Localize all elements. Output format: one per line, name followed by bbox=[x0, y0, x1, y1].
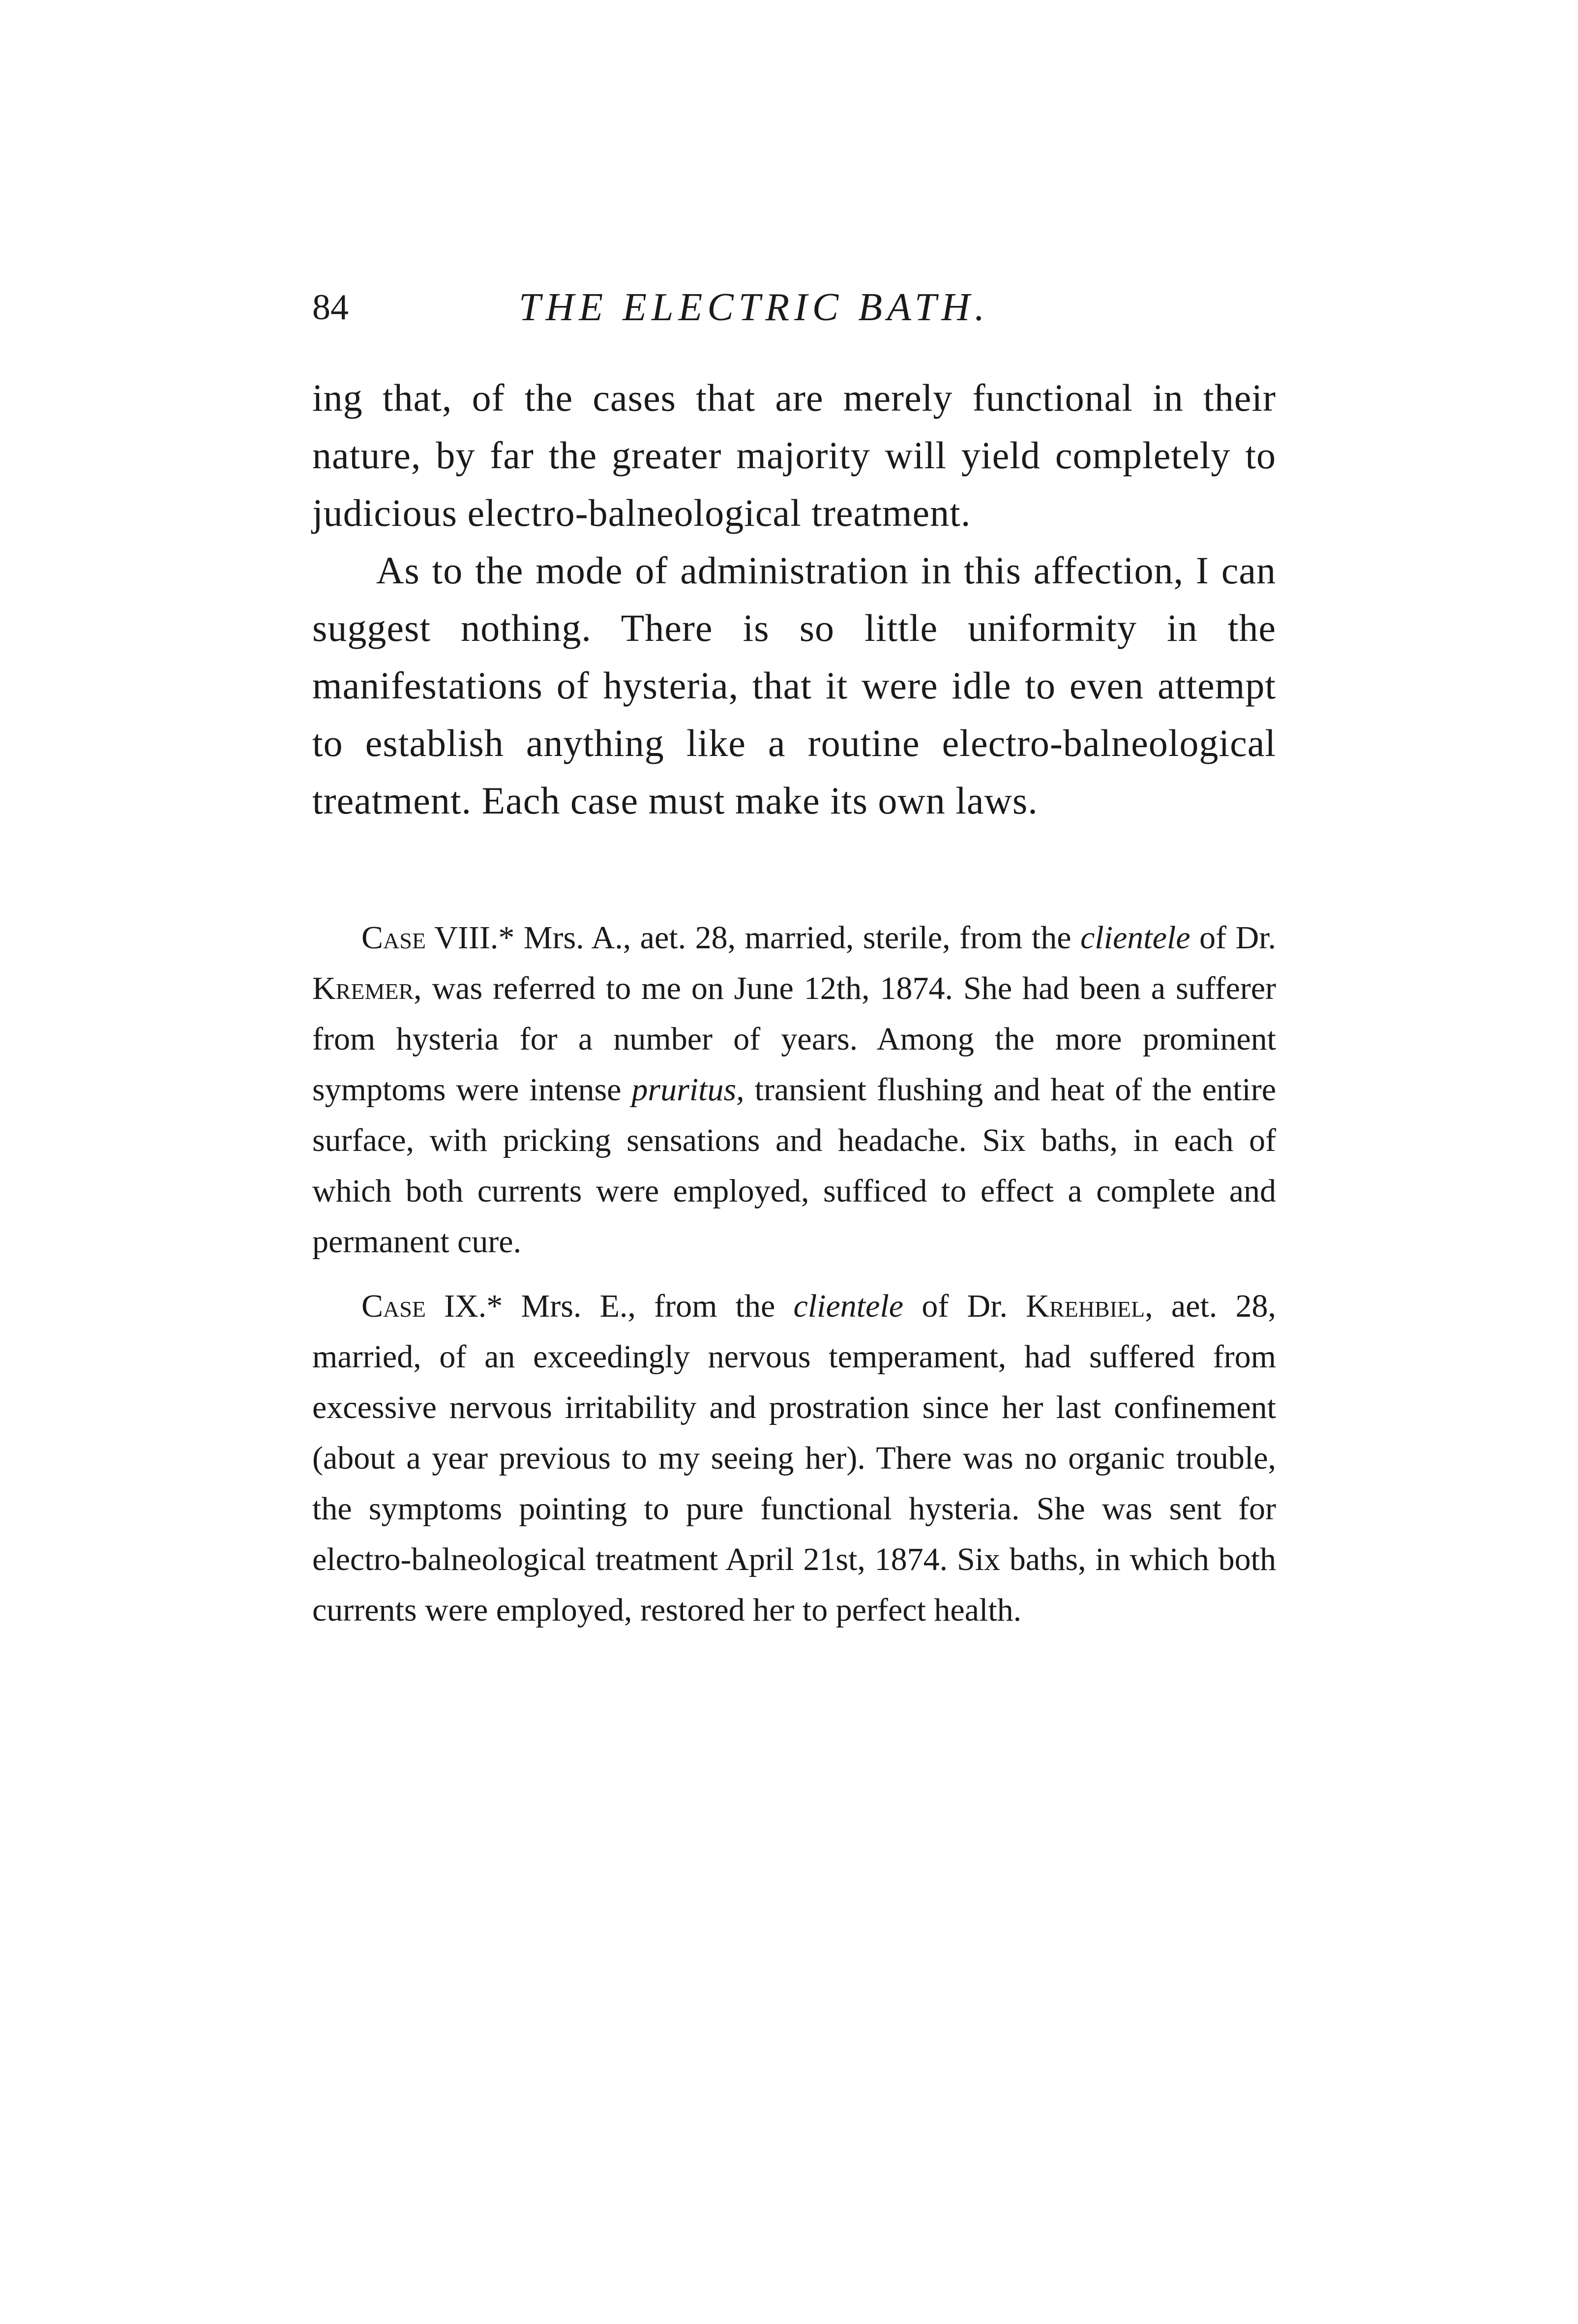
case-text-italic: clientele bbox=[1080, 920, 1191, 956]
doctor-name: Krehbiel, bbox=[1026, 1288, 1153, 1324]
paragraph-continuation: ing that, of the cases that are merely functional in their nature, by far the greater majority will yield completely to judicious electro-balneological treatment. bbox=[312, 376, 1276, 534]
page-number: 84 bbox=[312, 287, 349, 328]
main-text bbox=[312, 369, 1276, 829]
case-text-italic: clientele bbox=[793, 1288, 904, 1324]
case-viii bbox=[312, 912, 1276, 1267]
running-title: THE ELECTRIC BATH. bbox=[519, 286, 990, 329]
case-text: of Dr. bbox=[922, 1288, 1008, 1324]
page-header bbox=[312, 278, 1276, 337]
case-text: aet. 28, married, of an exceedingly nervous temperament, had suffered from excessive nervous irritability and prostration since her last confinement (about a year previous to my seeing her). There was no organic trouble, the symptoms pointing to pure functional hysteria. She was sent for electro-balneological treatment April 21st, 1874. Six baths, in which both currents were employed, restored her to perfect health. bbox=[312, 1288, 1277, 1628]
case-reports bbox=[312, 912, 1276, 1649]
case-text-italic: pruritus, bbox=[631, 1072, 744, 1108]
case-label: Case VIII.* bbox=[361, 920, 515, 956]
case-label: Case IX.* bbox=[361, 1288, 503, 1324]
case-text: was referred to me on June 12th, 1874. She had been a sufferer from hysteria for a number of years. Among the more prominent symptoms were intense bbox=[312, 970, 1277, 1108]
case-text: Mrs. E., from the bbox=[521, 1288, 775, 1324]
doctor-name: Kremer, bbox=[312, 970, 422, 1006]
case-text: Mrs. A., aet. 28, married, sterile, from the bbox=[523, 920, 1072, 956]
case-text: transient flushing and heat of the entire surface, with pricking sensations and headache. Six baths, in each of which both currents were employed, sufficed to effect a complete and permanent cure. bbox=[312, 1072, 1276, 1260]
paragraph-administration: As to the mode of administration in this affection, I can suggest nothing. There is so little uniformity in the manifestations of hysteria, that it were idle to even attempt to establish anything like a routine electro-balneological treatment. Each case must make its own laws. bbox=[312, 549, 1276, 822]
case-ix bbox=[312, 1281, 1276, 1635]
case-text: of Dr. bbox=[1199, 920, 1277, 956]
